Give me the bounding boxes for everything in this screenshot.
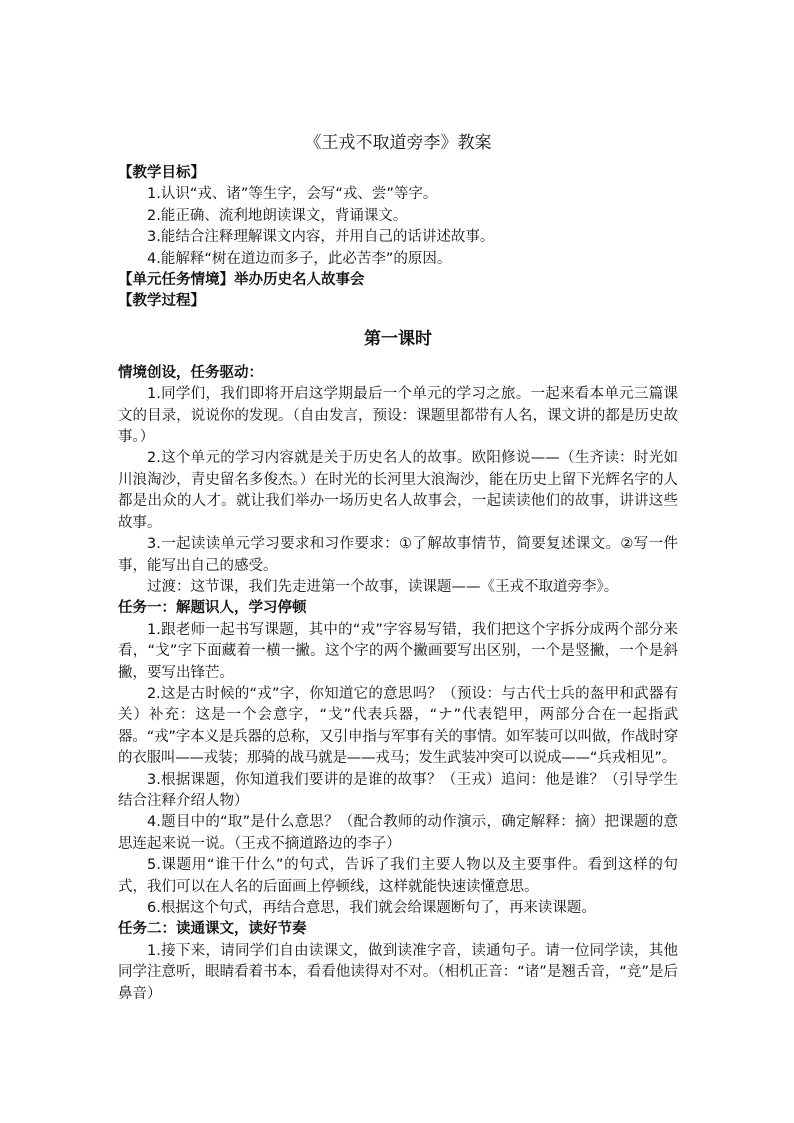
unit-task-heading: 【单元任务情境】举办历史名人故事会 (118, 272, 365, 289)
situation-paragraph-3: 3.一起读读单元学习要求和习作要求：①了解故事情节，简要复述课文。②写一件事，能写出自己的感受。 (118, 536, 678, 574)
task1-paragraph-1: 1.跟老师一起书写课题，其中的“戎”字容易写错，我们把这个字拆分成两个部分来看，“戈”字下面藏着一横一撇。这个字的两个撇画要写出区别，一个是竖撇，一个是斜撇，要写出锋芒。 (118, 621, 678, 681)
lesson-title: 第一课时 (364, 328, 432, 349)
goal-item-4: 4.能解释“树在道边而多子，此必苦李”的原因。 (147, 250, 452, 267)
task2-heading: 任务二：读通课文，读好节奏 (118, 921, 307, 938)
goals-heading: 【教学目标】 (118, 165, 205, 181)
situation-paragraph-1: 1.同学们，我们即将开启这学期最后一个单元的学习之旅。一起来看本单元三篇课文的目录，说说你的发现。（自由发言，预设：课题里都带有人名，课文讲的都是历史故事。） (118, 386, 678, 446)
task1-paragraph-6: 6.根据这个句式，再结合意思，我们就会给课题断句了，再来读课题。 (147, 900, 596, 916)
task2-paragraph-1: 1.接下来，请同学们自由读课文，做到读准字音，读通句子。请一位同学读，其他同学注意听，眼睛看着书本，看看他读得对不对。（相机正音：“诸”是翘舌音，“竞”是后鼻音） (118, 942, 678, 1002)
task1-paragraph-4: 4.题目中的“取”是什么意思？（配合教师的动作演示，确定解释：摘）把课题的意思连起来说一说。（王戎不摘道路边的李子） (118, 814, 678, 852)
situation-paragraph-2: 2.这个单元的学习内容就是关于历史名人的故事。欧阳修说——（生齐读：时光如川浪淘沙，青史留名多俊杰。）在时光的长河里大浪淘沙，能在历史上留下光辉名字的人都是出众的人才。就让我们举办一场历史名人故事会，一起读读他们的故事，讲讲这些故事。 (118, 450, 678, 531)
situation-heading: 情境创设，任务驱动： (118, 364, 263, 381)
goal-item-2: 2.能正确、流利地朗读课文，背诵课文。 (147, 207, 408, 224)
task1-heading: 任务一：解题识人，学习停顿 (118, 600, 307, 617)
goal-item-3: 3.能结合注释理解课文内容，并用自己的话讲述故事。 (147, 229, 495, 246)
task1-paragraph-3: 3.根据课题，你知道我们要讲的是谁的故事？（王戎）追问：他是谁？（引导学生结合注释介绍人物） (118, 771, 678, 809)
document-body (118, 131, 678, 1005)
process-heading: 【教学过程】 (118, 293, 205, 310)
task1-paragraph-2: 2.这是古时候的“戎”字，你知道它的意思吗？（预设：与古代士兵的盔甲和武器有关）补充：这是一个会意字，“戈”代表兵器，“ナ”代表铠甲，两部分合在一起指武器。“戎”字本义是兵器的总称，又引申指与军事有关的事情。如军装可以叫做，作战时穿的衣服叫——戎装；那骑的战马就是——戎马；发生武装冲突可以说成——“兵戎相见”。 (118, 685, 678, 767)
goal-item-1: 1.认识“戎、诸”等生字，会写“戎、尝”等字。 (147, 186, 438, 203)
document-title: 《王戎不取道旁李》教案 (304, 133, 492, 153)
transition-paragraph: 过渡：这节课，我们先走进第一个故事，读课题——《王戎不取道旁李》。 (147, 578, 619, 595)
task1-paragraph-5: 5.课题用“谁干什么”的句式，告诉了我们主要人物以及主要事件。看到这样的句式，我们可以在人名的后面画上停顿线，这样就能快速读懂意思。 (118, 857, 678, 895)
